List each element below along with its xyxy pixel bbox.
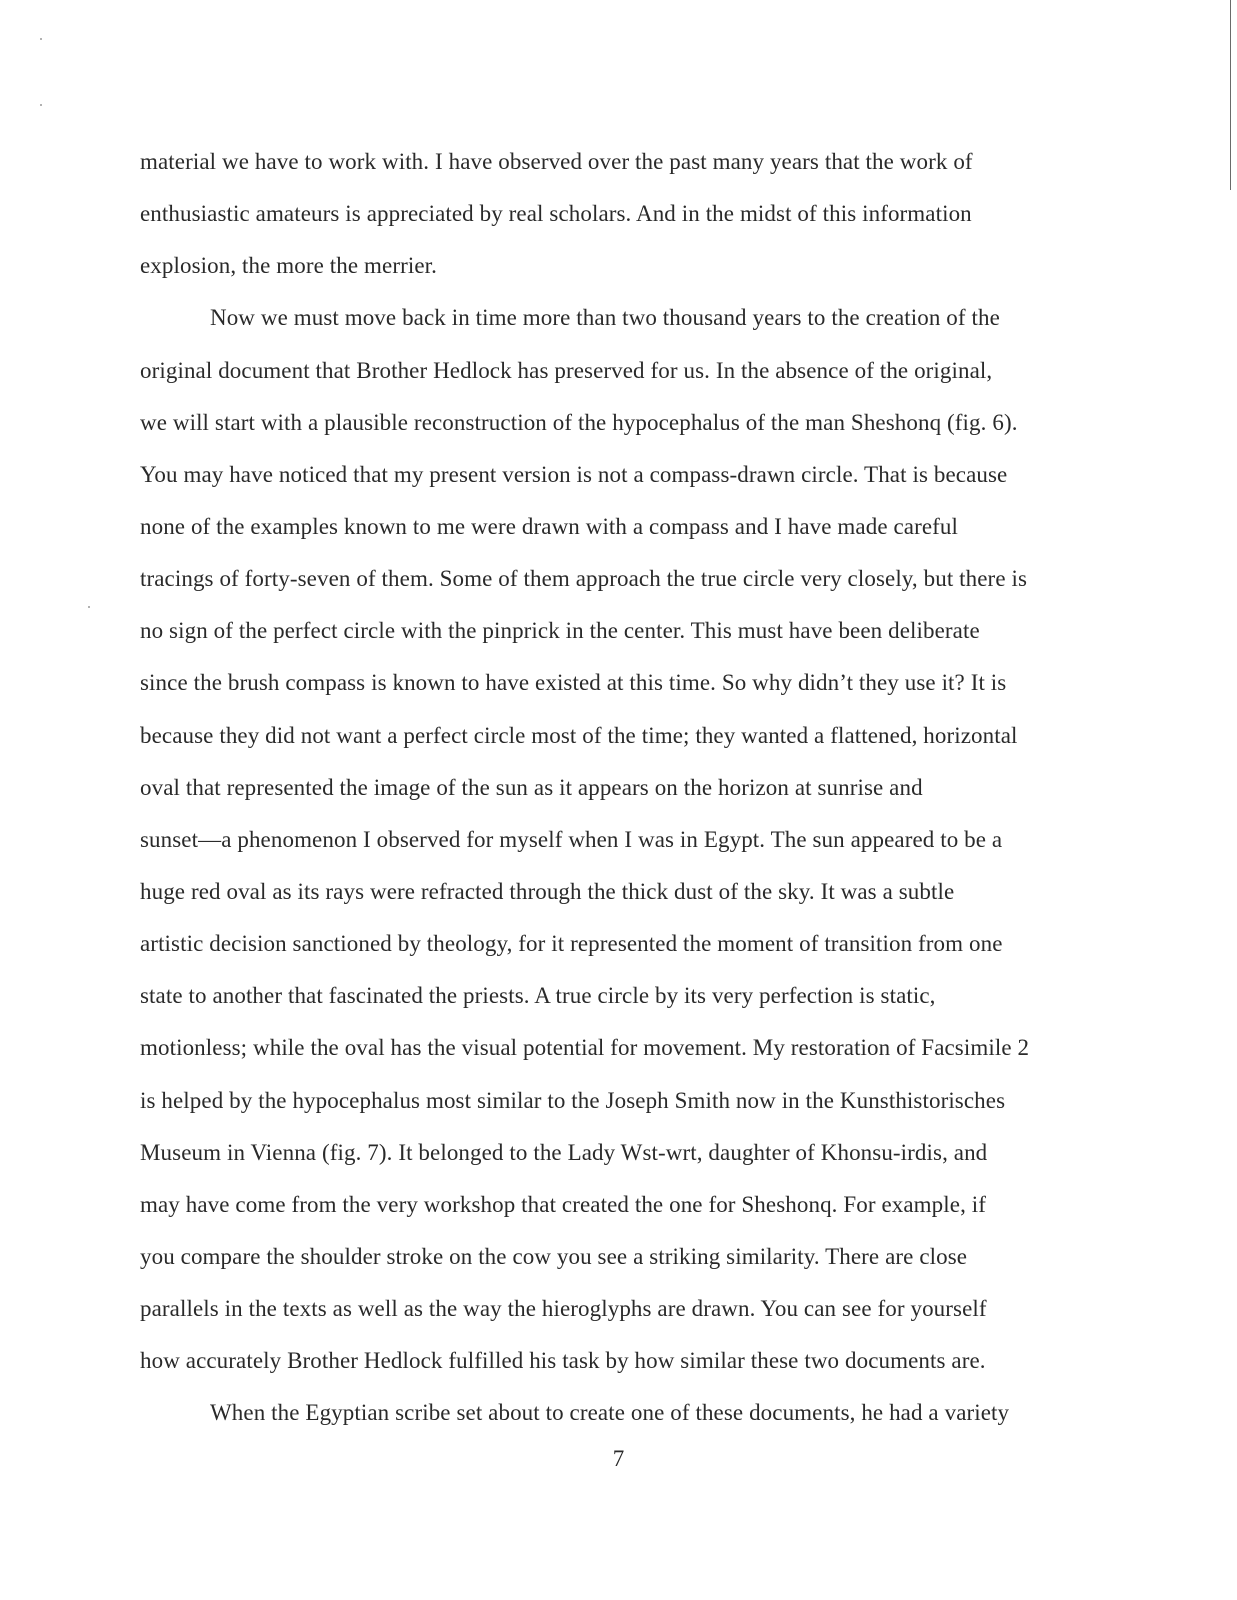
text-line: no sign of the perfect circle with the pinprick in the center. This must have been deliberate (140, 618, 980, 644)
text-line: original document that Brother Hedlock has preserved for us. In the absence of the original, (140, 357, 993, 383)
text-line: parallels in the texts as well as the way the hieroglyphs are drawn. You can see for yourself (140, 1296, 987, 1322)
text-line: tracings of forty-seven of them. Some of them approach the true circle very closely, but there is (140, 566, 1028, 592)
body-text (140, 136, 1150, 1440)
scan-speck (40, 38, 42, 40)
text-line: because they did not want a perfect circle most of the time; they wanted a flattened, horizontal (140, 722, 1018, 748)
text-line: sunset—a phenomenon I observed for myself when I was in Egypt. The sun appeared to be a (140, 826, 1003, 852)
text-line: huge red oval as its rays were refracted through the thick dust of the sky. It was a subtle (140, 878, 955, 904)
text-line: artistic decision sanctioned by theology, for it represented the moment of transition from one (140, 931, 1003, 957)
scan-speck (40, 104, 42, 106)
text-line: enthusiastic amateurs is appreciated by real scholars. And in the midst of this information (140, 201, 972, 227)
page-number: 7 (612, 1446, 625, 1471)
scan-speck (88, 606, 90, 608)
text-line: since the brush compass is known to have existed at this time. So why didn’t they use it? It is (140, 670, 1007, 696)
paragraph-start-line: Now we must move back in time more than two thousand years to the creation of the (210, 305, 1000, 331)
text-line: you compare the shoulder stroke on the cow you see a striking similarity. There are close (140, 1243, 968, 1269)
text-line: explosion, the more the merrier. (140, 253, 437, 279)
text-line: none of the examples known to me were drawn with a compass and I have made careful (140, 513, 959, 539)
text-line: may have come from the very workshop that created the one for Sheshonq. For example, if (140, 1191, 987, 1217)
text-line: oval that represented the image of the sun as it appears on the horizon at sunrise and (140, 774, 923, 800)
paragraph-start-line: When the Egyptian scribe set about to create one of these documents, he had a variety (210, 1400, 1010, 1426)
text-line: how accurately Brother Hedlock fulfilled his task by how similar these two documents are. (140, 1348, 986, 1374)
scan-page-edge (1230, 0, 1231, 190)
text-line: You may have noticed that my present version is not a compass-drawn circle. That is because (140, 461, 1008, 487)
text-line: material we have to work with. I have observed over the past many years that the work of (140, 149, 973, 174)
text-line: is helped by the hypocephalus most similar to the Joseph Smith now in the Kunsthistorisches (140, 1087, 1006, 1113)
text-line: we will start with a plausible reconstruction of the hypocephalus of the man Sheshonq (fig. 6). (140, 409, 1018, 435)
text-line: motionless; while the oval has the visual potential for movement. My restoration of Facsimile 2 (140, 1035, 1030, 1061)
text-line: state to another that fascinated the priests. A true circle by its very perfection is static, (140, 983, 936, 1009)
text-line: Museum in Vienna (fig. 7). It belonged to the Lady Wst-wrt, daughter of Khonsu-irdis, and (140, 1139, 988, 1165)
